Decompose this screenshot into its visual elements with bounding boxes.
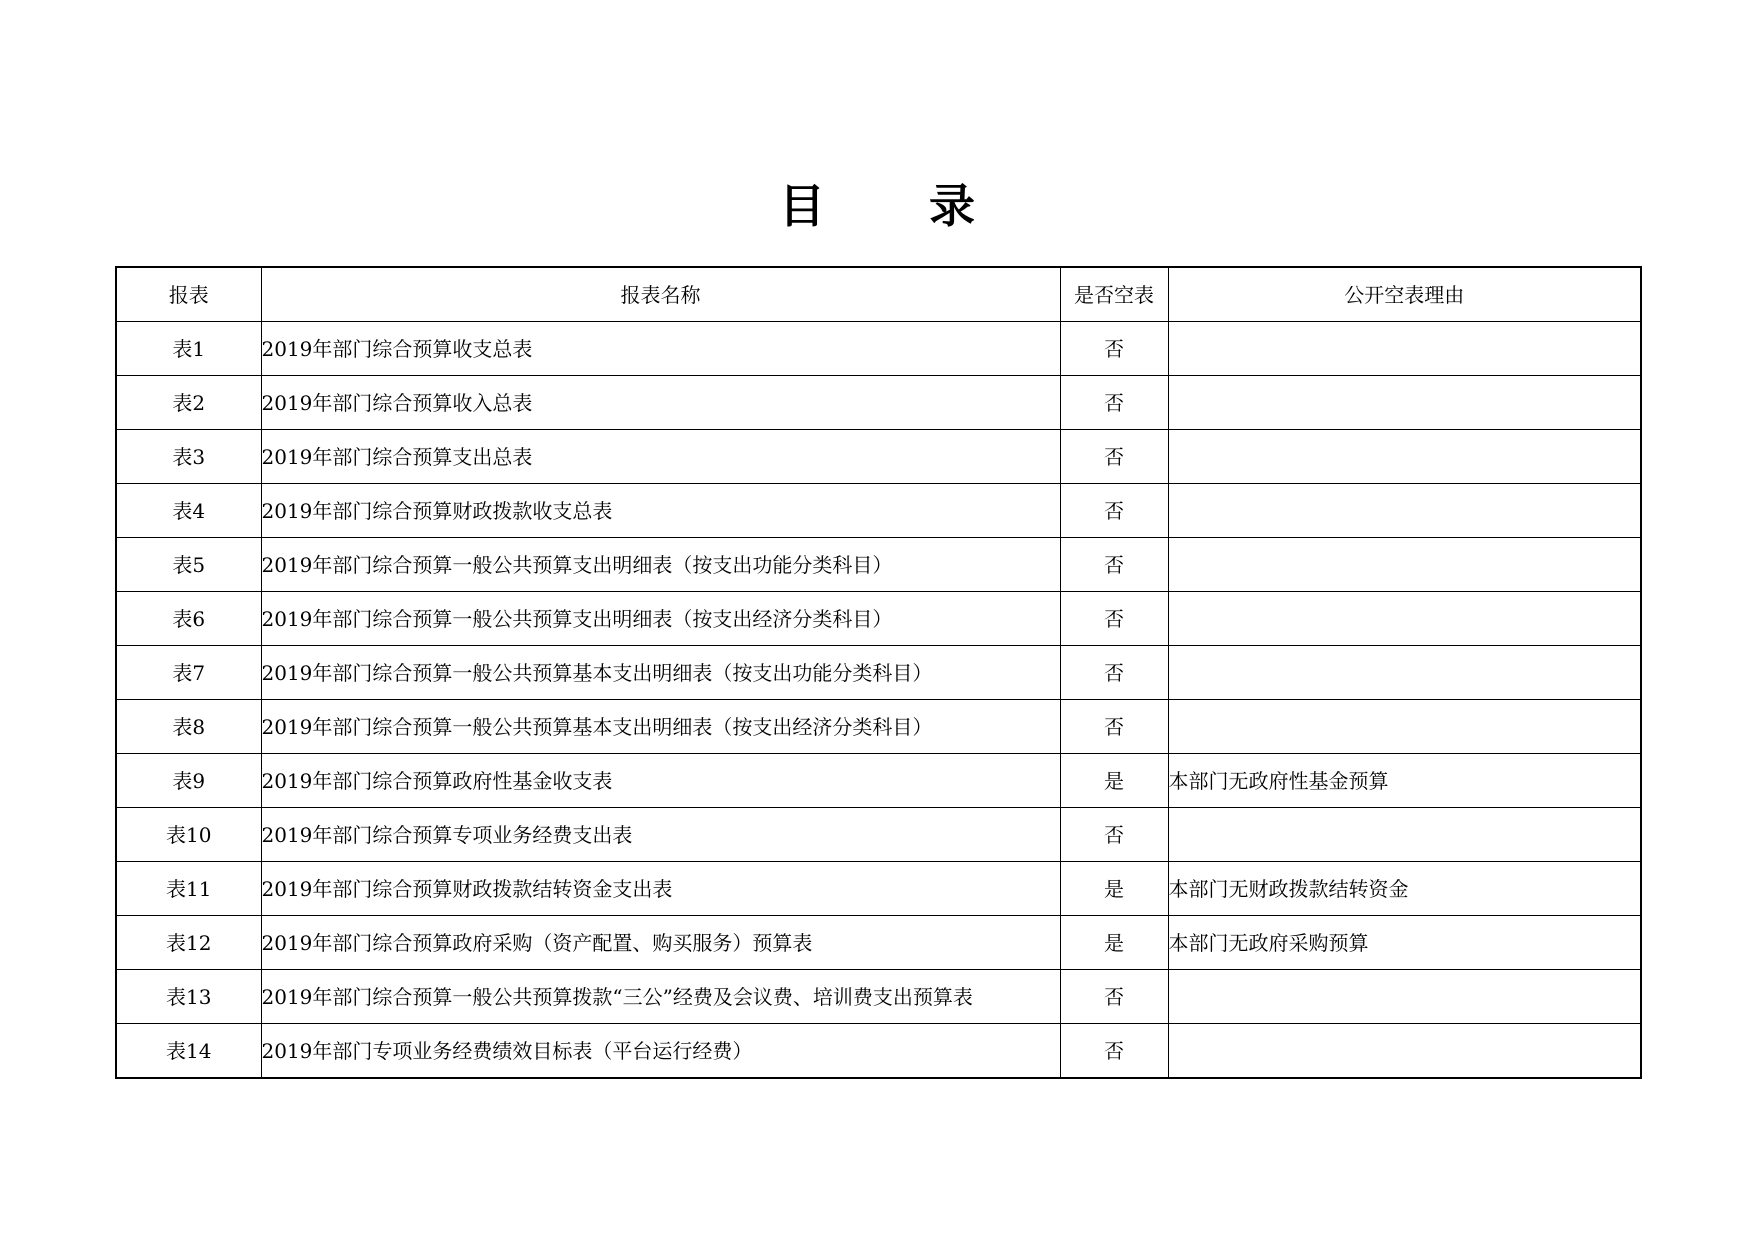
report-name: 2019年部门综合预算专项业务经费支出表 — [261, 808, 1060, 862]
report-no: 表1 — [116, 322, 261, 376]
is-empty: 否 — [1060, 430, 1168, 484]
table-row — [116, 754, 1641, 808]
table-row — [116, 376, 1641, 430]
table-row — [116, 538, 1641, 592]
empty-reason — [1168, 538, 1641, 592]
report-name: 2019年部门综合预算一般公共预算基本支出明细表（按支出经济分类科目） — [261, 700, 1060, 754]
empty-reason — [1168, 430, 1641, 484]
report-no: 表12 — [116, 916, 261, 970]
table-row — [116, 970, 1641, 1024]
report-name: 2019年部门综合预算支出总表 — [261, 430, 1060, 484]
report-name: 2019年部门综合预算收入总表 — [261, 376, 1060, 430]
report-no: 表11 — [116, 862, 261, 916]
empty-reason — [1168, 376, 1641, 430]
table-row — [116, 430, 1641, 484]
report-no: 表10 — [116, 808, 261, 862]
is-empty: 是 — [1060, 916, 1168, 970]
empty-reason — [1168, 970, 1641, 1024]
is-empty: 否 — [1060, 970, 1168, 1024]
empty-reason: 本部门无财政拨款结转资金 — [1168, 862, 1641, 916]
empty-reason — [1168, 322, 1641, 376]
is-empty: 是 — [1060, 754, 1168, 808]
report-name: 2019年部门综合预算一般公共预算基本支出明细表（按支出功能分类科目） — [261, 646, 1060, 700]
empty-reason: 本部门无政府采购预算 — [1168, 916, 1641, 970]
report-name: 2019年部门综合预算政府性基金收支表 — [261, 754, 1060, 808]
report-name: 2019年部门综合预算收支总表 — [261, 322, 1060, 376]
report-no: 表6 — [116, 592, 261, 646]
table-row — [116, 916, 1641, 970]
empty-reason — [1168, 808, 1641, 862]
is-empty: 否 — [1060, 322, 1168, 376]
is-empty: 否 — [1060, 1024, 1168, 1079]
report-no: 表14 — [116, 1024, 261, 1079]
empty-reason — [1168, 1024, 1641, 1079]
report-no: 表2 — [116, 376, 261, 430]
report-no: 表4 — [116, 484, 261, 538]
is-empty: 否 — [1060, 376, 1168, 430]
header-report-no: 报表 — [116, 267, 261, 322]
header-empty-reason: 公开空表理由 — [1168, 267, 1641, 322]
empty-reason — [1168, 646, 1641, 700]
header-row — [116, 267, 1641, 322]
table-row — [116, 1024, 1641, 1079]
empty-reason — [1168, 700, 1641, 754]
header-report-name: 报表名称 — [261, 267, 1060, 322]
report-name: 2019年部门综合预算一般公共预算拨款“三公”经费及会议费、培训费支出预算表 — [261, 970, 1060, 1024]
is-empty: 是 — [1060, 862, 1168, 916]
table-row — [116, 592, 1641, 646]
report-name: 2019年部门综合预算财政拨款收支总表 — [261, 484, 1060, 538]
report-no: 表3 — [116, 430, 261, 484]
report-no: 表9 — [116, 754, 261, 808]
report-name: 2019年部门综合预算一般公共预算支出明细表（按支出经济分类科目） — [261, 592, 1060, 646]
table-row — [116, 322, 1641, 376]
report-no: 表7 — [116, 646, 261, 700]
report-name: 2019年部门综合预算政府采购（资产配置、购买服务）预算表 — [261, 916, 1060, 970]
page-title: 目 录 — [778, 179, 1019, 233]
empty-reason: 本部门无政府性基金预算 — [1168, 754, 1641, 808]
report-name: 2019年部门综合预算一般公共预算支出明细表（按支出功能分类科目） — [261, 538, 1060, 592]
table-row — [116, 808, 1641, 862]
table-row — [116, 862, 1641, 916]
is-empty: 否 — [1060, 484, 1168, 538]
catalog-table — [115, 266, 1642, 1079]
is-empty: 否 — [1060, 700, 1168, 754]
table-row — [116, 646, 1641, 700]
report-no: 表13 — [116, 970, 261, 1024]
table-row — [116, 700, 1641, 754]
header-is-empty: 是否空表 — [1060, 267, 1168, 322]
is-empty: 否 — [1060, 538, 1168, 592]
empty-reason — [1168, 484, 1641, 538]
is-empty: 否 — [1060, 592, 1168, 646]
is-empty: 否 — [1060, 808, 1168, 862]
report-name: 2019年部门综合预算财政拨款结转资金支出表 — [261, 862, 1060, 916]
report-name: 2019年部门专项业务经费绩效目标表（平台运行经费） — [261, 1024, 1060, 1079]
report-no: 表5 — [116, 538, 261, 592]
table-row — [116, 484, 1641, 538]
report-no: 表8 — [116, 700, 261, 754]
empty-reason — [1168, 592, 1641, 646]
is-empty: 否 — [1060, 646, 1168, 700]
